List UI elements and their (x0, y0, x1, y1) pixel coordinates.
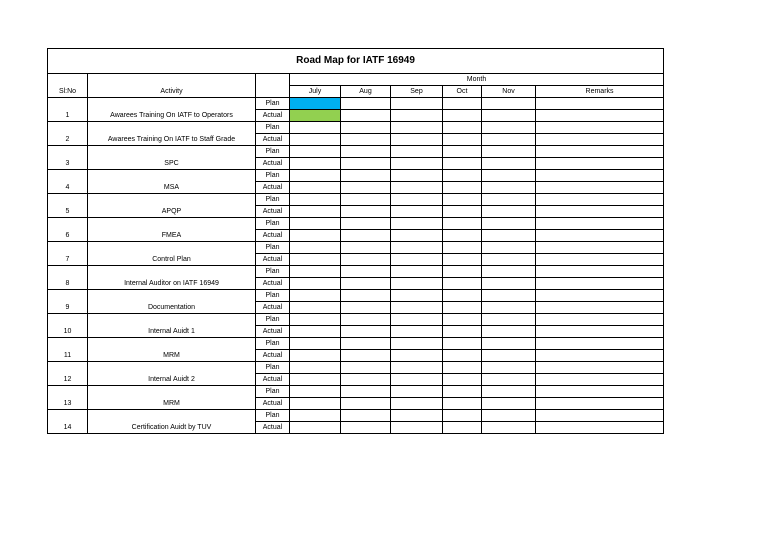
remarks-cell[interactable] (536, 206, 664, 218)
sl-no-cell: 4 (48, 170, 88, 194)
actual-cell-oct[interactable] (443, 158, 482, 170)
sl-no-cell: 13 (48, 386, 88, 410)
plan-cell-sep[interactable] (391, 98, 443, 110)
actual-label: Actual (256, 350, 290, 362)
activity-cell: MRM (88, 338, 256, 362)
activity-cell: MRM (88, 386, 256, 410)
remarks-cell[interactable] (536, 134, 664, 146)
actual-cell-july[interactable] (290, 134, 341, 146)
actual-cell-aug[interactable] (341, 422, 391, 434)
plan-cell-sep[interactable] (391, 170, 443, 182)
actual-cell-aug[interactable] (341, 134, 391, 146)
remarks-cell[interactable] (536, 362, 664, 374)
plan-cell-sep[interactable] (391, 410, 443, 422)
plan-cell-aug[interactable] (341, 338, 391, 350)
sheet-title: Road Map for IATF 16949 (48, 49, 664, 74)
plan-cell-nov[interactable] (482, 98, 536, 110)
sl-no-cell: 2 (48, 122, 88, 146)
plan-cell-oct[interactable] (443, 218, 482, 230)
actual-cell-nov[interactable] (482, 350, 536, 362)
remarks-cell[interactable] (536, 338, 664, 350)
remarks-cell[interactable] (536, 374, 664, 386)
actual-cell-aug[interactable] (341, 254, 391, 266)
sl-no-cell: 3 (48, 146, 88, 170)
table-row (48, 314, 664, 326)
sl-no-cell: 7 (48, 242, 88, 266)
actual-cell-nov[interactable] (482, 278, 536, 290)
actual-cell-aug[interactable] (341, 206, 391, 218)
actual-cell-sep[interactable] (391, 182, 443, 194)
actual-cell-aug[interactable] (341, 110, 391, 122)
actual-cell-july[interactable] (290, 278, 341, 290)
activity-cell: Documentation (88, 290, 256, 314)
remarks-cell[interactable] (536, 278, 664, 290)
plan-cell-oct[interactable] (443, 338, 482, 350)
actual-cell-sep[interactable] (391, 230, 443, 242)
plan-cell-july[interactable] (290, 146, 341, 158)
remarks-cell[interactable] (536, 254, 664, 266)
actual-cell-sep[interactable] (391, 326, 443, 338)
table-row (48, 290, 664, 302)
activity-cell: Internal Auditor on IATF 16949 (88, 266, 256, 290)
actual-cell-oct[interactable] (443, 110, 482, 122)
table-row (48, 218, 664, 230)
month-col-aug: Aug (341, 86, 391, 98)
activity-cell: SPC (88, 146, 256, 170)
actual-label: Actual (256, 278, 290, 290)
month-col-sep: Sep (391, 86, 443, 98)
plan-cell-oct[interactable] (443, 410, 482, 422)
remarks-cell[interactable] (536, 314, 664, 326)
actual-cell-july[interactable] (290, 110, 341, 122)
plan-cell-oct[interactable] (443, 386, 482, 398)
actual-label: Actual (256, 230, 290, 242)
actual-cell-oct[interactable] (443, 182, 482, 194)
actual-cell-july[interactable] (290, 326, 341, 338)
actual-cell-aug[interactable] (341, 350, 391, 362)
plan-cell-aug[interactable] (341, 290, 391, 302)
plan-label: Plan (256, 362, 290, 374)
actual-cell-july[interactable] (290, 254, 341, 266)
actual-cell-sep[interactable] (391, 374, 443, 386)
actual-label: Actual (256, 158, 290, 170)
plan-label: Plan (256, 98, 290, 110)
actual-cell-oct[interactable] (443, 254, 482, 266)
plan-cell-july[interactable] (290, 122, 341, 134)
actual-cell-july[interactable] (290, 350, 341, 362)
month-col-nov: Nov (482, 86, 536, 98)
plan-cell-sep[interactable] (391, 194, 443, 206)
sl-no-cell: 1 (48, 98, 88, 122)
actual-cell-sep[interactable] (391, 422, 443, 434)
plan-cell-aug[interactable] (341, 170, 391, 182)
actual-cell-nov[interactable] (482, 326, 536, 338)
plan-cell-sep[interactable] (391, 338, 443, 350)
plan-cell-aug[interactable] (341, 266, 391, 278)
plan-cell-oct[interactable] (443, 290, 482, 302)
sl-no-cell: 14 (48, 410, 88, 434)
table-row (48, 362, 664, 374)
plan-cell-aug[interactable] (341, 386, 391, 398)
actual-cell-oct[interactable] (443, 422, 482, 434)
plan-cell-july[interactable] (290, 242, 341, 254)
actual-cell-sep[interactable] (391, 278, 443, 290)
activity-cell: Awarees Training On IATF to Operators (88, 98, 256, 122)
actual-cell-sep[interactable] (391, 398, 443, 410)
actual-cell-aug[interactable] (341, 278, 391, 290)
actual-cell-oct[interactable] (443, 206, 482, 218)
actual-cell-sep[interactable] (391, 254, 443, 266)
plan-cell-nov[interactable] (482, 242, 536, 254)
plan-label: Plan (256, 146, 290, 158)
actual-cell-oct[interactable] (443, 302, 482, 314)
actual-cell-oct[interactable] (443, 326, 482, 338)
activity-header: Activity (88, 74, 256, 98)
remarks-cell[interactable] (536, 122, 664, 134)
plan-cell-july[interactable] (290, 338, 341, 350)
remarks-cell[interactable] (536, 410, 664, 422)
sl-no-cell: 8 (48, 266, 88, 290)
remarks-cell[interactable] (536, 422, 664, 434)
plan-cell-nov[interactable] (482, 146, 536, 158)
actual-cell-sep[interactable] (391, 350, 443, 362)
actual-cell-nov[interactable] (482, 110, 536, 122)
month-col-oct: Oct (443, 86, 482, 98)
activity-cell: Awarees Training On IATF to Staff Grade (88, 122, 256, 146)
actual-cell-aug[interactable] (341, 182, 391, 194)
actual-cell-sep[interactable] (391, 158, 443, 170)
table-row (48, 146, 664, 158)
plan-cell-nov[interactable] (482, 170, 536, 182)
actual-cell-oct[interactable] (443, 398, 482, 410)
remarks-cell[interactable] (536, 182, 664, 194)
plan-cell-aug[interactable] (341, 410, 391, 422)
plan-cell-oct[interactable] (443, 362, 482, 374)
remarks-cell[interactable] (536, 242, 664, 254)
actual-label: Actual (256, 110, 290, 122)
plan-cell-oct[interactable] (443, 98, 482, 110)
actual-cell-aug[interactable] (341, 398, 391, 410)
actual-cell-sep[interactable] (391, 134, 443, 146)
remarks-cell[interactable] (536, 146, 664, 158)
plan-cell-oct[interactable] (443, 194, 482, 206)
actual-cell-july[interactable] (290, 230, 341, 242)
actual-label: Actual (256, 422, 290, 434)
actual-cell-oct[interactable] (443, 134, 482, 146)
plan-label: Plan (256, 338, 290, 350)
actual-cell-nov[interactable] (482, 302, 536, 314)
actual-cell-july[interactable] (290, 422, 341, 434)
plan-cell-july[interactable] (290, 362, 341, 374)
plan-cell-sep[interactable] (391, 122, 443, 134)
plan-label: Plan (256, 170, 290, 182)
remarks-cell[interactable] (536, 230, 664, 242)
sl-no-cell: 11 (48, 338, 88, 362)
actual-cell-july[interactable] (290, 374, 341, 386)
plan-cell-sep[interactable] (391, 362, 443, 374)
plan-cell-july[interactable] (290, 314, 341, 326)
remarks-cell[interactable] (536, 98, 664, 110)
plan-cell-july[interactable] (290, 194, 341, 206)
table-row (48, 410, 664, 422)
plan-cell-nov[interactable] (482, 362, 536, 374)
sl-no-header: Sl:No (48, 74, 88, 98)
remarks-cell[interactable] (536, 194, 664, 206)
remarks-cell[interactable] (536, 398, 664, 410)
activity-cell: Internal Auidt 2 (88, 362, 256, 386)
remarks-cell[interactable] (536, 266, 664, 278)
plan-cell-nov[interactable] (482, 266, 536, 278)
plan-label: Plan (256, 194, 290, 206)
remarks-cell[interactable] (536, 110, 664, 122)
actual-cell-sep[interactable] (391, 110, 443, 122)
actual-label: Actual (256, 398, 290, 410)
plan-cell-oct[interactable] (443, 170, 482, 182)
remarks-cell[interactable] (536, 170, 664, 182)
actual-cell-july[interactable] (290, 182, 341, 194)
table-row (48, 170, 664, 182)
actual-cell-july[interactable] (290, 206, 341, 218)
table-row (48, 338, 664, 350)
actual-cell-aug[interactable] (341, 374, 391, 386)
activity-cell: Internal Auidt 1 (88, 314, 256, 338)
plan-cell-nov[interactable] (482, 386, 536, 398)
plan-cell-nov[interactable] (482, 338, 536, 350)
sl-no-cell: 5 (48, 194, 88, 218)
actual-cell-nov[interactable] (482, 206, 536, 218)
plan-label: Plan (256, 386, 290, 398)
plan-label: Plan (256, 410, 290, 422)
plan-cell-oct[interactable] (443, 122, 482, 134)
table-row (48, 386, 664, 398)
month-header: Month (290, 74, 664, 86)
plan-cell-july[interactable] (290, 386, 341, 398)
plan-label: Plan (256, 266, 290, 278)
plan-cell-july[interactable] (290, 266, 341, 278)
actual-cell-nov[interactable] (482, 254, 536, 266)
actual-label: Actual (256, 374, 290, 386)
actual-label: Actual (256, 182, 290, 194)
table-row (48, 242, 664, 254)
activity-cell: APQP (88, 194, 256, 218)
actual-cell-oct[interactable] (443, 278, 482, 290)
plan-cell-aug[interactable] (341, 242, 391, 254)
table-row (48, 98, 664, 110)
activity-cell: FMEA (88, 218, 256, 242)
actual-cell-nov[interactable] (482, 230, 536, 242)
actual-cell-nov[interactable] (482, 158, 536, 170)
plan-label: Plan (256, 314, 290, 326)
actual-cell-sep[interactable] (391, 206, 443, 218)
plan-cell-sep[interactable] (391, 290, 443, 302)
plan-cell-oct[interactable] (443, 146, 482, 158)
plan-cell-july[interactable] (290, 410, 341, 422)
plan-cell-aug[interactable] (341, 194, 391, 206)
remarks-cell[interactable] (536, 290, 664, 302)
sl-no-cell: 12 (48, 362, 88, 386)
activity-cell: MSA (88, 170, 256, 194)
activity-cell: Control Plan (88, 242, 256, 266)
plan-cell-sep[interactable] (391, 314, 443, 326)
actual-cell-nov[interactable] (482, 134, 536, 146)
plan-cell-nov[interactable] (482, 290, 536, 302)
plan-cell-oct[interactable] (443, 242, 482, 254)
actual-cell-oct[interactable] (443, 350, 482, 362)
plan-cell-oct[interactable] (443, 314, 482, 326)
actual-cell-nov[interactable] (482, 182, 536, 194)
plan-cell-aug[interactable] (341, 362, 391, 374)
plan-cell-sep[interactable] (391, 146, 443, 158)
sl-no-cell: 6 (48, 218, 88, 242)
actual-cell-oct[interactable] (443, 374, 482, 386)
remarks-cell[interactable] (536, 158, 664, 170)
remarks-cell[interactable] (536, 326, 664, 338)
plan-label: Plan (256, 218, 290, 230)
plan-cell-oct[interactable] (443, 266, 482, 278)
actual-cell-july[interactable] (290, 302, 341, 314)
plan-cell-nov[interactable] (482, 122, 536, 134)
actual-cell-aug[interactable] (341, 302, 391, 314)
plan-cell-sep[interactable] (391, 266, 443, 278)
plan-cell-sep[interactable] (391, 218, 443, 230)
table-row (48, 266, 664, 278)
plan-label: Plan (256, 290, 290, 302)
actual-label: Actual (256, 326, 290, 338)
plan-cell-july[interactable] (290, 98, 341, 110)
plan-cell-nov[interactable] (482, 194, 536, 206)
actual-label: Actual (256, 206, 290, 218)
plan-cell-aug[interactable] (341, 98, 391, 110)
remarks-header: Remarks (536, 86, 664, 98)
actual-label: Actual (256, 134, 290, 146)
actual-label: Actual (256, 302, 290, 314)
actual-cell-july[interactable] (290, 158, 341, 170)
plan-cell-july[interactable] (290, 290, 341, 302)
plan-cell-aug[interactable] (341, 314, 391, 326)
actual-cell-sep[interactable] (391, 302, 443, 314)
actual-cell-nov[interactable] (482, 374, 536, 386)
plan-cell-sep[interactable] (391, 242, 443, 254)
actual-cell-aug[interactable] (341, 326, 391, 338)
activity-cell: Certification Auidt by TUV (88, 410, 256, 434)
actual-cell-nov[interactable] (482, 398, 536, 410)
sl-no-cell: 10 (48, 314, 88, 338)
plan-cell-nov[interactable] (482, 410, 536, 422)
roadmap-table (47, 48, 664, 434)
actual-cell-oct[interactable] (443, 230, 482, 242)
plan-cell-july[interactable] (290, 218, 341, 230)
remarks-cell[interactable] (536, 302, 664, 314)
actual-cell-july[interactable] (290, 398, 341, 410)
actual-label: Actual (256, 254, 290, 266)
plan-cell-nov[interactable] (482, 314, 536, 326)
remarks-cell[interactable] (536, 218, 664, 230)
plan-cell-sep[interactable] (391, 386, 443, 398)
plan-cell-aug[interactable] (341, 146, 391, 158)
actual-cell-aug[interactable] (341, 230, 391, 242)
plan-label: Plan (256, 122, 290, 134)
plan-actual-header (256, 74, 290, 98)
table-row (48, 122, 664, 134)
actual-cell-nov[interactable] (482, 422, 536, 434)
plan-cell-aug[interactable] (341, 218, 391, 230)
actual-cell-aug[interactable] (341, 158, 391, 170)
plan-cell-july[interactable] (290, 170, 341, 182)
plan-cell-nov[interactable] (482, 218, 536, 230)
month-col-july: July (290, 86, 341, 98)
sl-no-cell: 9 (48, 290, 88, 314)
plan-cell-aug[interactable] (341, 122, 391, 134)
remarks-cell[interactable] (536, 350, 664, 362)
table-row (48, 194, 664, 206)
remarks-cell[interactable] (536, 386, 664, 398)
plan-label: Plan (256, 242, 290, 254)
roadmap-sheet (47, 48, 663, 442)
